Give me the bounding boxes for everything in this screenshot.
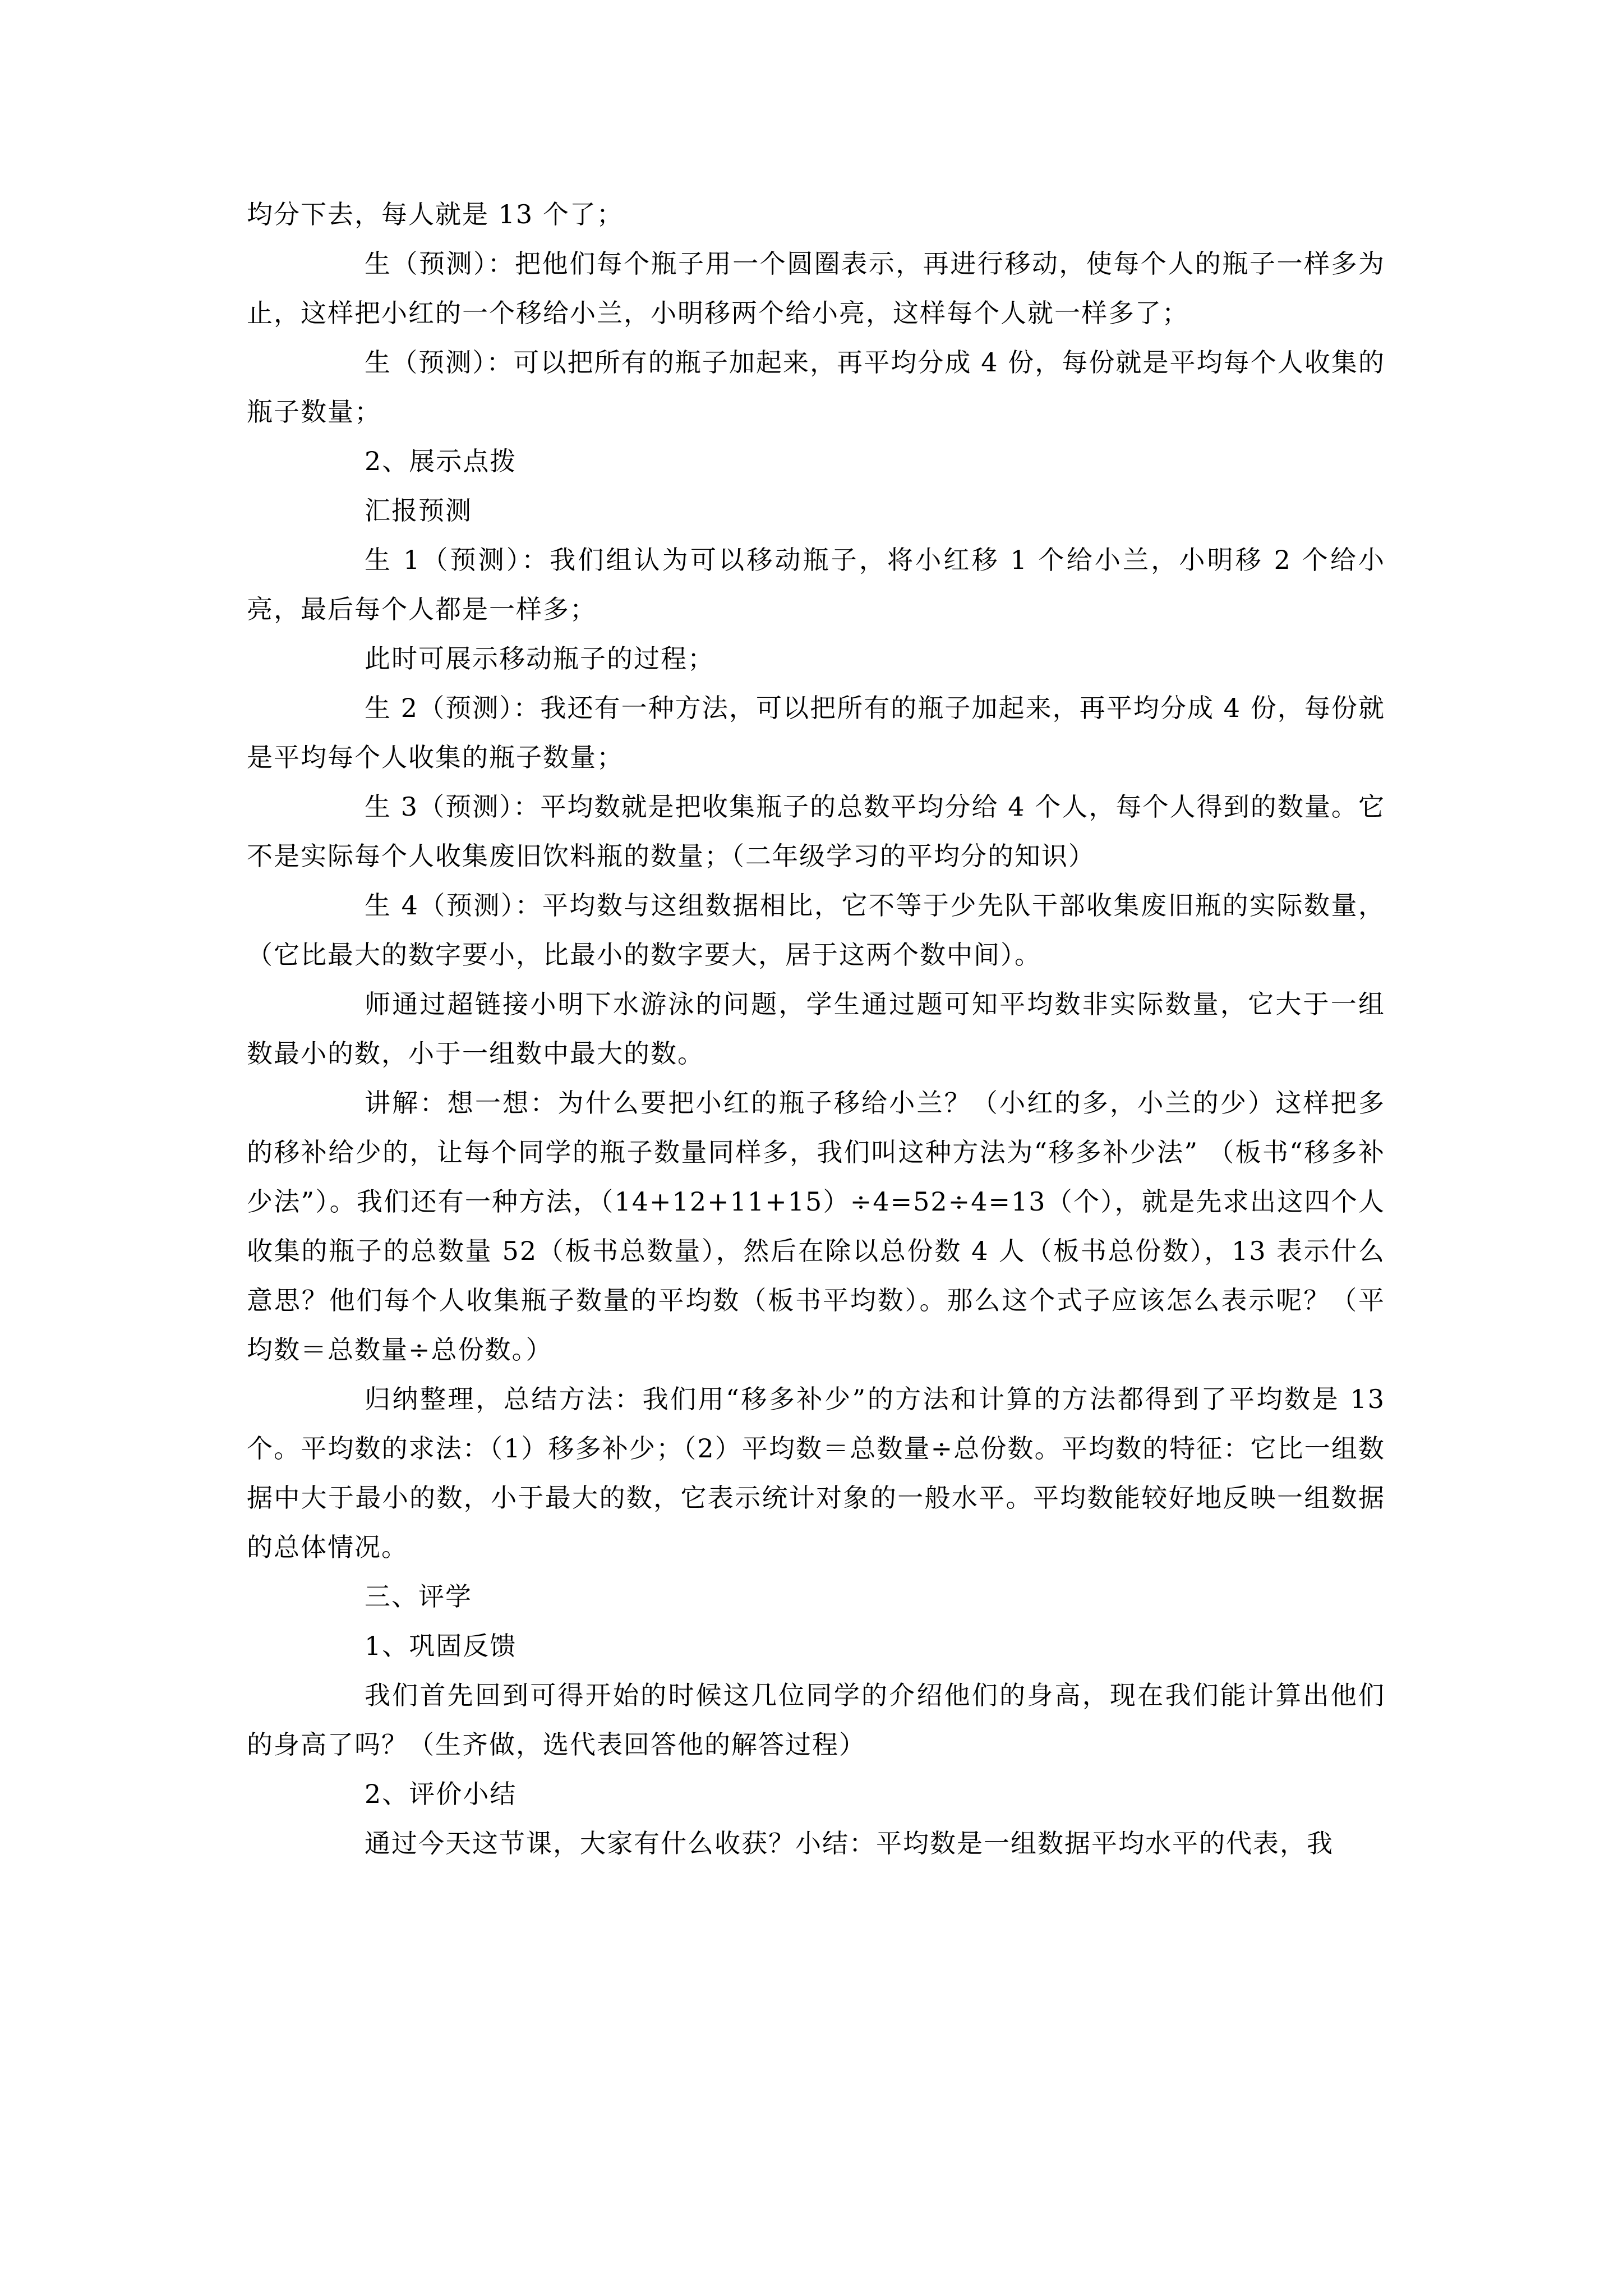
paragraph-student-3: 生 3（预测）：平均数就是把收集瓶子的总数平均分给 4 个人，每个人得到的数量。它不是实际每个人收集废旧饮料瓶的数量；（二年级学习的平均分的知识）	[247, 792, 1385, 871]
paragraph-lesson-gains: 通过今天这节课，大家有什么收获？小结：平均数是一组数据平均水平的代表，我	[365, 1828, 1334, 1858]
paragraph-student-prediction-circles: 生（预测）：把他们每个瓶子用一个圆圈表示，再进行移动，使每个人的瓶子一样多为止，这样把小红的一个移给小兰，小明移两个给小亮，这样每个人就一样多了；	[247, 249, 1385, 328]
document-body	[247, 190, 1385, 1868]
heading-evaluation-summary: 2、评价小结	[365, 1779, 517, 1809]
paragraph-teacher-hyperlink: 师通过超链接小明下水游泳的问题，学生通过题可知平均数非实际数量，它大于一组数最小的数，小于一组数中最大的数。	[247, 989, 1385, 1069]
paragraph-student-prediction-sum: 生（预测）：可以把所有的瓶子加起来，再平均分成 4 份，每份就是平均每个人收集的瓶子数量；	[247, 347, 1385, 427]
heading-consolidation: 1、巩固反馈	[365, 1631, 517, 1661]
paragraph-student-1: 生 1（预测）：我们组认为可以移动瓶子，将小红移 1 个给小兰，小明移 2 个给小亮，最后每个人都是一样多；	[247, 545, 1385, 624]
paragraph-summary-method: 归纳整理，总结方法：我们用“移多补少”的方法和计算的方法都得到了平均数是 13 个。平均数的求法：（1）移多补少；（2）平均数＝总数量÷总份数。平均数的特征：它比一组数据中大于最小的数，小于最大的数，它表示统计对象的一般水平。平均数能较好地反映一组数据的总体情况。	[247, 1384, 1385, 1562]
paragraph-show-process: 此时可展示移动瓶子的过程；	[365, 643, 714, 674]
paragraph-explanation: 讲解：想一想：为什么要把小红的瓶子移给小兰？（小红的多，小兰的少）这样把多的移补给少的，让每个同学的瓶子数量同样多，我们叫这种方法为“移多补少法” （板书“移多补少法”）。我们还有一种方法，（14+12+11+15）÷4=52÷4=13（个），就是先求出这四个人收集的瓶子的总数量 52（板书总数量），然后在除以总份数 4 人（板书总份数），13 表示什么意思？他们每个人收集瓶子数量的平均数（板书平均数）。那么这个式子应该怎么表示呢？（平均数＝总数量÷总份数。）	[247, 1088, 1385, 1365]
paragraph-student-4: 生 4（预测）：平均数与这组数据相比，它不等于少先队干部收集废旧瓶的实际数量，（它比最大的数字要小，比最小的数字要大，居于这两个数中间）。	[247, 890, 1385, 970]
paragraph-student-2: 生 2（预测）：我还有一种方法，可以把所有的瓶子加起来，再平均分成 4 份，每份就是平均每个人收集的瓶子数量；	[247, 693, 1385, 772]
paragraph-continuation: 均分下去，每人就是 13 个了；	[247, 199, 624, 229]
heading-evaluation: 三、评学	[365, 1581, 472, 1612]
heading-report-prediction: 汇报预测	[365, 495, 472, 526]
paragraph-height-question: 我们首先回到可得开始的时候这几位同学的介绍他们的身高，现在我们能计算出他们的身高了吗？（生齐做，选代表回答他的解答过程）	[247, 1680, 1385, 1760]
heading-show-guide: 2、展示点拨	[365, 446, 517, 476]
